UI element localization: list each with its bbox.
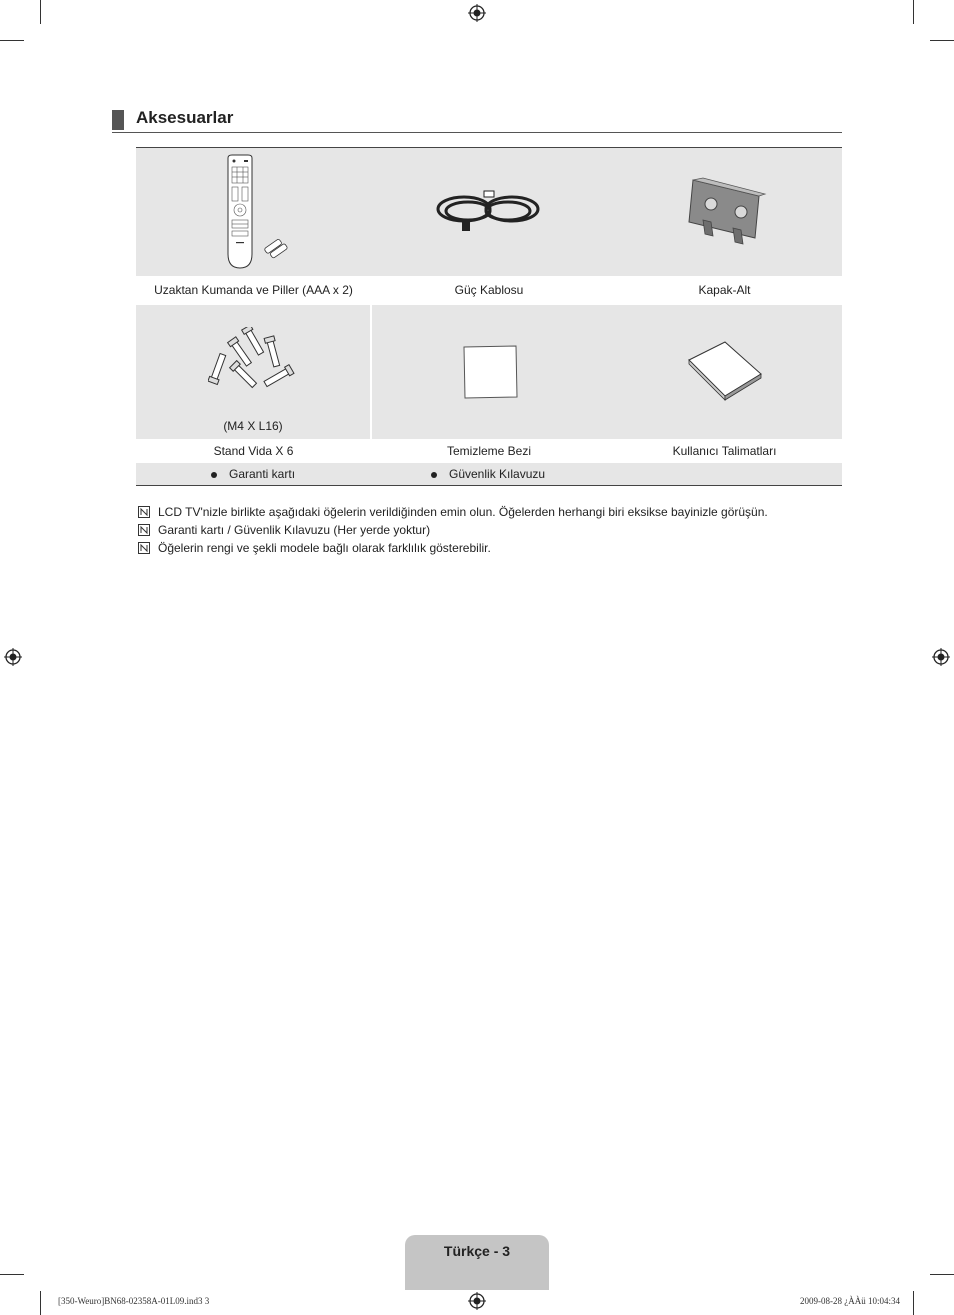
crop-mark bbox=[913, 0, 914, 24]
section-title: Aksesuarlar bbox=[136, 108, 234, 127]
note-icon bbox=[138, 506, 150, 518]
accessory-caption: Stand Vida X 6 bbox=[213, 444, 294, 458]
bullet-dot-icon bbox=[431, 472, 437, 478]
cleaning-cloth-icon bbox=[458, 343, 522, 401]
crop-mark bbox=[40, 1291, 41, 1315]
registration-mark-icon bbox=[4, 648, 22, 666]
note-text: Garanti kartı / Güvenlik Kılavuzu (Her yerde yoktur) bbox=[158, 523, 431, 537]
note-item bbox=[138, 503, 768, 521]
note-icon bbox=[138, 524, 150, 536]
remote-control-icon bbox=[214, 154, 294, 270]
cover-cell bbox=[607, 148, 842, 276]
bullet-text: Garanti kartı bbox=[229, 467, 296, 481]
registration-mark-icon bbox=[468, 4, 486, 22]
cloth-cell bbox=[372, 305, 607, 439]
crop-mark bbox=[913, 1291, 914, 1315]
accessory-caption: Kapak-Alt bbox=[698, 283, 751, 297]
note-text: Öğelerin rengi ve şekli modele bağlı olarak farklılık gösterebilir. bbox=[158, 541, 491, 555]
bullet-text: Güvenlik Kılavuzu bbox=[449, 467, 546, 481]
crop-mark bbox=[0, 40, 24, 41]
manual-icon bbox=[685, 340, 765, 404]
note-icon bbox=[138, 542, 150, 554]
image-row-1 bbox=[136, 148, 842, 276]
screw-size-label: (M4 X L16) bbox=[223, 419, 283, 433]
page-number-tab bbox=[405, 1235, 549, 1290]
bullet-item bbox=[211, 467, 295, 481]
manual-cell bbox=[607, 305, 842, 439]
power-cable-icon bbox=[434, 187, 544, 237]
heading-bar bbox=[112, 110, 124, 130]
crop-mark bbox=[930, 40, 954, 41]
note-item bbox=[138, 521, 768, 539]
notes-list bbox=[138, 503, 768, 557]
crop-mark bbox=[930, 1274, 954, 1275]
bullet-item bbox=[431, 467, 545, 481]
registration-mark-icon bbox=[468, 1292, 486, 1310]
accessory-caption: Uzaktan Kumanda ve Piller (AAA x 2) bbox=[154, 283, 353, 297]
registration-mark-icon bbox=[932, 648, 950, 666]
cover-bottom-icon bbox=[683, 176, 767, 248]
screws-icon bbox=[208, 327, 298, 397]
screws-cell bbox=[136, 305, 372, 439]
remote-cell bbox=[136, 148, 371, 276]
crop-mark bbox=[0, 1274, 24, 1275]
crop-mark bbox=[40, 0, 41, 24]
note-text: LCD TV'nizle birlikte aşağıdaki öğelerin verildiğinden emin olun. Öğelerden herhangi biri eksikse bayinizle görüşün. bbox=[158, 505, 768, 519]
bullet-dot-icon bbox=[211, 472, 217, 478]
bullet-row bbox=[136, 463, 842, 486]
accessory-caption: Kullanıcı Talimatları bbox=[672, 444, 777, 458]
accessory-caption: Temizleme Bezi bbox=[446, 444, 532, 458]
slug-right: 2009-08-28 ¿ÀÀü 10:04:34 bbox=[800, 1296, 900, 1306]
image-row-2 bbox=[136, 305, 842, 439]
slug-left: [350-Weuro]BN68-02358A-01L09.ind3 3 bbox=[58, 1296, 210, 1306]
accessory-caption: Güç Kablosu bbox=[454, 283, 524, 297]
section-heading bbox=[112, 108, 842, 133]
page-label: Türkçe - 3 bbox=[443, 1243, 511, 1259]
cable-cell bbox=[371, 148, 607, 276]
note-item bbox=[138, 539, 768, 557]
